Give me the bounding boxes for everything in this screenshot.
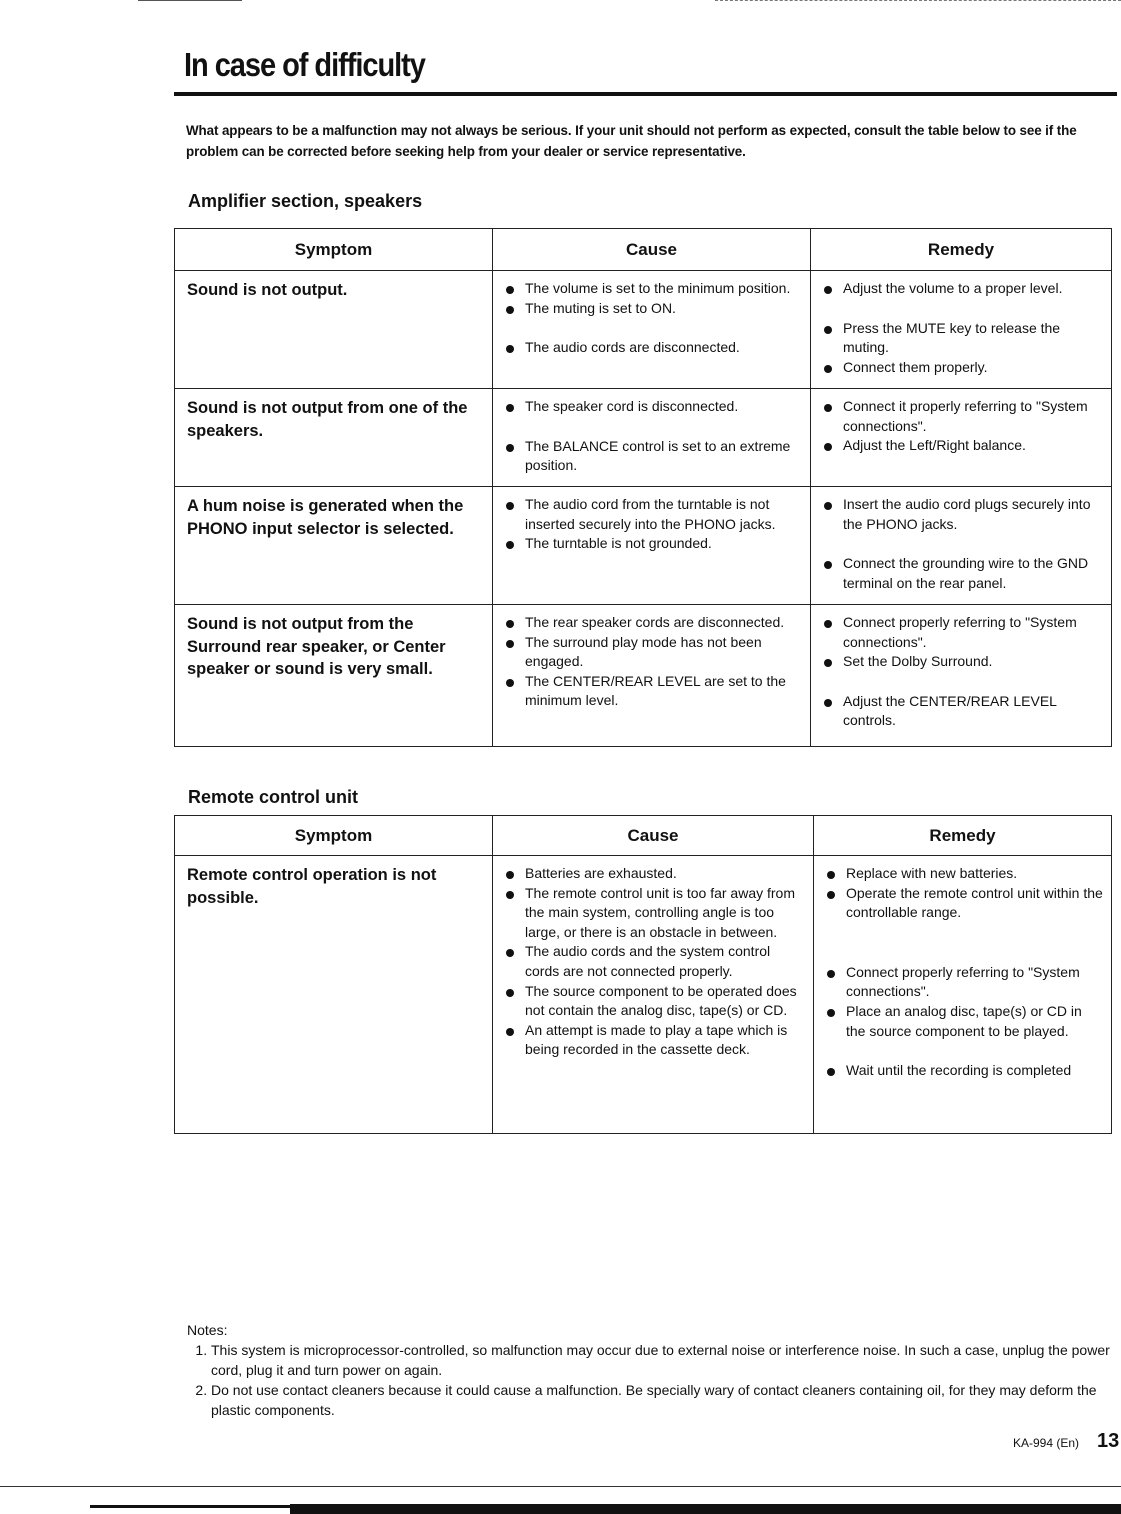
remedy-item: Connect the grounding wire to the GND terminal on the rear panel. — [823, 554, 1103, 593]
header-cause: Cause — [493, 816, 814, 856]
bottom-bar — [290, 1504, 1121, 1514]
cause-item: The CENTER/REAR LEVEL are set to the minimum level. — [505, 672, 802, 711]
remedy-cell — [811, 389, 1112, 487]
top-rule-left — [138, 0, 242, 1]
cause-cell — [493, 389, 811, 487]
table-row — [175, 605, 1112, 747]
remedy-item: Adjust the CENTER/REAR LEVEL controls. — [823, 692, 1103, 731]
header-symptom: Symptom — [175, 816, 493, 856]
table-row — [175, 389, 1112, 487]
cause-item: An attempt is made to play a tape which is being recorded in the cassette deck. — [505, 1021, 805, 1060]
cause-item: The surround play mode has not been engaged. — [505, 633, 802, 672]
cause-item: The audio cords are disconnected. — [505, 338, 802, 358]
amplifier-section-title: Amplifier section, speakers — [188, 191, 423, 211]
note-item: 1. This system is microprocessor-controlled, so malfunction may occur due to external noise or interference noise. In such a case, unplug the power cord, plug it and turn power on again. — [211, 1340, 1121, 1380]
remedy-cell — [814, 856, 1112, 1134]
notes — [187, 1320, 1121, 1420]
remedy-item: Connect properly referring to "System connections". — [823, 613, 1103, 652]
cause-item: The BALANCE control is set to an extreme position. — [505, 437, 802, 476]
remedy-cell — [811, 487, 1112, 605]
remedy-cell — [811, 271, 1112, 389]
remedy-item: Set the Dolby Surround. — [823, 652, 1103, 672]
remedy-cell — [811, 605, 1112, 747]
cause-cell — [493, 487, 811, 605]
notes-heading: Notes: — [187, 1322, 228, 1338]
cause-item: Batteries are exhausted. — [505, 864, 805, 884]
table-row — [175, 271, 1112, 389]
cause-cell — [493, 605, 811, 747]
remedy-item: Place an analog disc, tape(s) or CD in the source component to be played. — [826, 1002, 1103, 1041]
symptom-cell: Sound is not output from the Surround rear speaker, or Center speaker or sound is very small. — [175, 605, 493, 747]
remedy-item: Insert the audio cord plugs securely into the PHONO jacks. — [823, 495, 1103, 534]
cause-item: The audio cord from the turntable is not inserted securely into the PHONO jacks. — [505, 495, 802, 534]
symptom-cell: Remote control operation is not possible. — [175, 856, 493, 1134]
cause-item: The audio cords and the system control cords are not connected properly. — [505, 942, 805, 981]
remedy-item: Operate the remote control unit within the controllable range. — [826, 884, 1103, 923]
cause-item: The rear speaker cords are disconnected. — [505, 613, 802, 633]
remedy-item: Connect properly referring to "System connections". — [826, 963, 1103, 1002]
intro-text: What appears to be a malfunction may not always be serious. If your unit should not perform as expected, consult the table below to see if the problem can be corrected before seeking help from your dealer or service representative. — [186, 123, 1077, 159]
header-cause: Cause — [493, 229, 811, 271]
cause-item: The turntable is not grounded. — [505, 534, 802, 554]
cause-item: The source component to be operated does not contain the analog disc, tape(s) or CD. — [505, 982, 805, 1021]
table-row — [175, 856, 1112, 1134]
cause-item: The volume is set to the minimum position. — [505, 279, 802, 299]
note-item: 2. Do not use contact cleaners because it could cause a malfunction. Be specially wary of contact cleaners containing oil, for they may deform the plastic components. — [211, 1380, 1121, 1420]
symptom-cell: A hum noise is generated when the PHONO input selector is selected. — [175, 487, 493, 605]
remote-section-title: Remote control unit — [188, 787, 358, 807]
cause-item: The speaker cord is disconnected. — [505, 397, 802, 417]
header-remedy: Remedy — [814, 816, 1112, 856]
cause-item: The remote control unit is too far away from the main system, controlling angle is too large, or there is an obstacle in between. — [505, 884, 805, 943]
table-row — [175, 487, 1112, 605]
remedy-item: Connect them properly. — [823, 358, 1103, 378]
cause-cell — [493, 856, 814, 1134]
symptom-cell: Sound is not output. — [175, 271, 493, 389]
header-symptom: Symptom — [175, 229, 493, 271]
top-rule-right — [715, 0, 1121, 1]
model-label: KA-994 (En) — [1013, 1436, 1080, 1450]
page-title: In case of difficulty — [184, 46, 425, 83]
remedy-item: Wait until the recording is completed — [826, 1061, 1103, 1081]
cause-item: The muting is set to ON. — [505, 299, 802, 319]
remedy-item: Adjust the volume to a proper level. — [823, 279, 1103, 299]
remedy-item: Adjust the Left/Right balance. — [823, 436, 1103, 456]
page-number: 13 — [1097, 1430, 1120, 1452]
symptom-cell: Sound is not output from one of the speakers. — [175, 389, 493, 487]
remedy-item: Connect it properly referring to "System connections". — [823, 397, 1103, 436]
cause-cell — [493, 271, 811, 389]
header-remedy: Remedy — [811, 229, 1112, 271]
remedy-item: Replace with new batteries. — [826, 864, 1103, 884]
bottom-rule — [0, 1486, 1121, 1487]
amplifier-troubleshooting-table — [174, 228, 1112, 747]
remedy-item: Press the MUTE key to release the muting. — [823, 319, 1103, 358]
remote-troubleshooting-table — [174, 815, 1112, 1134]
title-rule — [174, 92, 1117, 96]
